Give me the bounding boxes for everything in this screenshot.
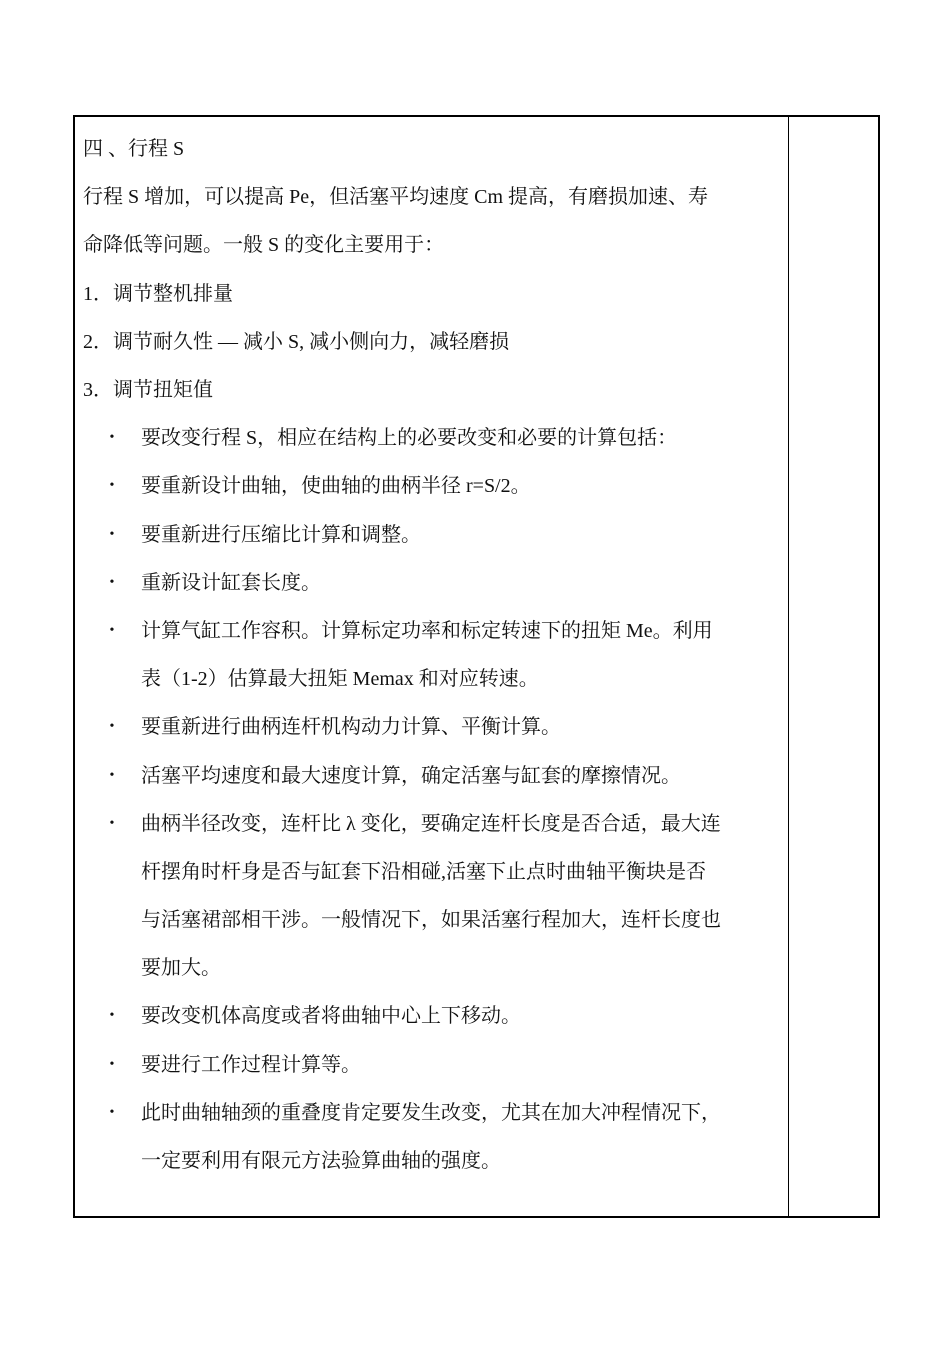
bullet-line: 要加大。 (141, 957, 221, 980)
column-divider (788, 117, 789, 1216)
bullet-item (83, 752, 783, 800)
bullet-dot-icon: • (109, 622, 115, 638)
bullet-item (83, 462, 783, 510)
bullet-dot-icon: • (109, 815, 115, 831)
bullet-dot-icon: • (109, 1008, 115, 1024)
bullet-dot-icon: • (109, 1104, 115, 1120)
bullet-item (83, 1089, 783, 1185)
bullet-item (83, 511, 783, 559)
bullet-dot-icon: • (109, 574, 115, 590)
bullet-list (83, 414, 783, 1185)
numbered-item-1: 1．调节整机排量 (83, 282, 233, 305)
bullet-dot-icon: • (109, 719, 115, 735)
table-frame (73, 115, 880, 1218)
bullet-text (141, 1041, 783, 1089)
bullet-text (141, 800, 783, 993)
bullet-item (83, 800, 783, 993)
bullet-line: 此时曲轴轴颈的重叠度肯定要发生改变，尤其在加大冲程情况下， (141, 1101, 721, 1124)
numbered-item-3: 3．调节扭矩值 (83, 378, 213, 401)
bullet-item (83, 992, 783, 1040)
bullet-item (83, 559, 783, 607)
side-cell-empty (790, 117, 878, 1216)
bullet-line: 要改变机体高度或者将曲轴中心上下移动。 (141, 1005, 521, 1028)
bullet-text (141, 992, 783, 1040)
bullet-text (141, 752, 783, 800)
bullet-dot-icon: • (109, 478, 115, 494)
bullet-dot-icon: • (109, 767, 115, 783)
bullet-line: 与活塞裙部相干涉。一般情况下，如果活塞行程加大，连杆长度也 (141, 909, 721, 932)
bullet-line: 一定要利用有限元方法验算曲轴的强度。 (141, 1150, 501, 1173)
numbered-item-2: 2．调节耐久性 — 减小 S, 减小侧向力，减轻磨损 (83, 330, 510, 353)
bullet-text (141, 462, 783, 510)
bullet-dot-icon: • (109, 1056, 115, 1072)
bullet-dot-icon: • (109, 526, 115, 542)
bullet-text (141, 414, 783, 462)
bullet-line: 要重新进行曲柄连杆机构动力计算、平衡计算。 (141, 716, 561, 739)
bullet-line: 计算气缸工作容积。计算标定功率和标定转速下的扭矩 Me。利用 (141, 619, 713, 642)
bullet-item (83, 414, 783, 462)
bullet-text (141, 703, 783, 751)
section-heading: 四 、行程 S (83, 138, 185, 160)
bullet-item (83, 703, 783, 751)
bullet-line: 杆摆角时杆身是否与缸套下沿相碰,活塞下止点时曲轴平衡块是否 (141, 860, 706, 883)
bullet-line: 要重新进行压缩比计算和调整。 (141, 523, 421, 546)
bullet-line: 要进行工作过程计算等。 (141, 1053, 361, 1076)
bullet-line: 要改变行程 S，相应在结构上的必要改变和必要的计算包括： (141, 427, 678, 450)
bullet-text (141, 559, 783, 607)
bullet-line: 要重新设计曲轴，使曲轴的曲柄半径 r=S/2。 (141, 475, 531, 498)
bullet-line: 活塞平均速度和最大速度计算，确定活塞与缸套的摩擦情况。 (141, 764, 681, 787)
bullet-text (141, 607, 783, 703)
bullet-line: 重新设计缸套长度。 (141, 571, 321, 594)
bullet-line: 表（1-2）估算最大扭矩 Memax 和对应转速。 (141, 668, 539, 691)
main-cell (83, 125, 783, 1185)
intro-line-1: 行程 S 增加，可以提高 Pe，但活塞平均速度 Cm 提高，有磨损加速、寿 (83, 186, 709, 209)
bullet-item (83, 607, 783, 703)
bullet-text (141, 511, 783, 559)
bullet-line: 曲柄半径改变，连杆比 λ 变化，要确定连杆长度是否合适，最大连 (141, 812, 721, 835)
bullet-item (83, 1041, 783, 1089)
bullet-dot-icon: • (109, 430, 115, 446)
intro-line-2: 命降低等问题。一般 S 的变化主要用于： (83, 234, 445, 257)
bullet-text (141, 1089, 783, 1185)
